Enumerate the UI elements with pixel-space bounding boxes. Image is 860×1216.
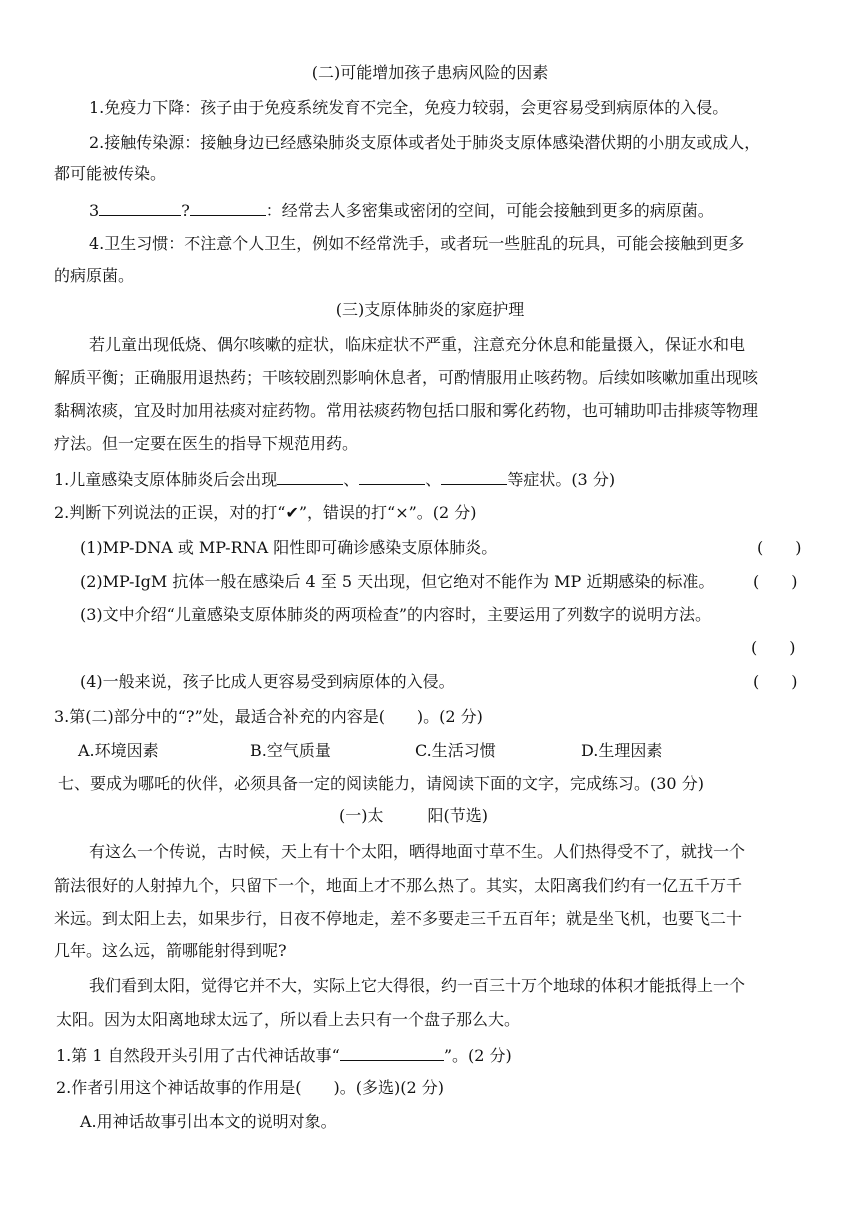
section-3-line-4: 疗法。但一定要在医生的指导下规范用药。 — [54, 434, 359, 453]
judge-item-1: (1)MP-DNA 或 MP-RNA 阳性即可确诊感染支原体肺炎。 — [80, 538, 498, 557]
question-mark: ? — [181, 201, 190, 220]
blank-line[interactable] — [190, 199, 266, 216]
question-1-stem: 1.儿童感染支原体肺炎后会出现 — [54, 470, 278, 489]
judge-paren-4[interactable]: ( ) — [753, 672, 798, 691]
judge-paren-3[interactable]: ( ) — [751, 638, 796, 657]
section-7-title: 七、要成为哪吒的伙伴，必须具备一定的阅读能力，请阅读下面的文字，完成练习。(30 分) — [58, 774, 704, 793]
section-3-title: (三)支原体肺炎的家庭护理 — [335, 300, 525, 319]
judge-item-3: (3)文中介绍“儿童感染支原体肺炎的两项检查”的内容时，主要运用了列数字的说明方法。 — [80, 605, 712, 624]
item-3-text: ：经常去人多密集或密闭的空间，可能会接触到更多的病原菌。 — [265, 201, 714, 220]
section-3-line-3: 黏稠浓痰，宜及时加用祛痰对症药物。常用祛痰药物包括口服和雾化药物，也可辅助叩击排痰等物理 — [54, 401, 759, 420]
section-2-item-2-cont: 都可能被传染。 — [54, 164, 167, 183]
judge-item-4: (4)一般来说，孩子比成人更容易受到病原体的入侵。 — [80, 672, 455, 691]
passage-question-1 — [56, 1044, 512, 1064]
passage-title-part-2: 阳(节选) — [427, 806, 488, 825]
question-2-stem: 2.判断下列说法的正误，对的打“✔”，错误的打“×”。(2 分) — [54, 503, 477, 522]
passage-title — [339, 806, 488, 826]
passage-line-5: 我们看到太阳，觉得它并不大，实际上它大得很，约一百三十万个地球的体积才能抵得上一个 — [89, 976, 746, 995]
passage-question-1-stem: 1.第 1 自然段开头引用了古代神话故事“ — [56, 1046, 340, 1065]
separator: 、 — [425, 470, 442, 489]
passage-question-1-suffix: ”。(2 分) — [443, 1046, 512, 1065]
answer-blank-2[interactable] — [359, 468, 425, 485]
section-3-line-2: 解质平衡；正确服用退热药；干咳较剧烈影响休息者，可酌情服用止咳药物。后续如咳嗽加重出现咳 — [54, 368, 759, 387]
passage-line-2: 箭法很好的人射掉九个，只留下一个，地面上才不那么热了。其实，太阳离我们约有一亿五千万千 — [54, 876, 743, 895]
passage-line-3: 米远。到太阳上去，如果步行，日夜不停地走，差不多要走三千五百年；就是坐飞机，也要飞二十 — [54, 909, 743, 928]
section-2-item-4: 4.卫生习惯：不注意个人卫生，例如不经常洗手，或者玩一些脏乱的玩具，可能会接触到更多 — [89, 234, 745, 253]
passage-question-2: 2.作者引用这个神话故事的作用是( )。(多选)(2 分) — [56, 1078, 444, 1097]
section-2-item-1: 1.免疫力下降：孩子由于免疫系统发育不完全，免疫力较弱，会更容易受到病原体的入侵。 — [89, 98, 729, 117]
passage-line-6: 太阳。因为太阳离地球太远了，所以看上去只有一个盘子那么大。 — [56, 1010, 521, 1029]
option-a[interactable]: A.环境因素 — [78, 741, 159, 760]
passage-question-2-option-a[interactable]: A.用神话故事引出本文的说明对象。 — [80, 1112, 337, 1131]
option-b[interactable]: B.空气质量 — [250, 741, 331, 760]
judge-paren-2[interactable]: ( ) — [753, 572, 798, 591]
passage-line-1: 有这么一个传说，古时候，天上有十个太阳，晒得地面寸草不生。人们热得受不了，就找一个 — [89, 842, 746, 861]
section-2-title: (二)可能增加孩子患病风险的因素 — [311, 63, 549, 82]
section-2-item-2: 2.接触传染源：接触身边已经感染肺炎支原体或者处于肺炎支原体感染潜伏期的小朋友或成人， — [89, 133, 761, 152]
section-3-line-1: 若儿童出现低烧、偶尔咳嗽的症状，临床症状不严重，注意充分休息和能量摄入，保证水和电 — [89, 335, 746, 354]
question-3-stem: 3.第(二)部分中的“?”处，最适合补充的内容是( )。(2 分) — [54, 707, 483, 726]
section-2-item-4-cont: 的病原菌。 — [54, 266, 135, 285]
item-3-number: 3 — [89, 201, 100, 220]
passage-title-part-1: (一)太 — [339, 806, 384, 825]
answer-blank-3[interactable] — [441, 468, 507, 485]
answer-blank-1[interactable] — [277, 468, 343, 485]
blank-line[interactable] — [99, 199, 181, 216]
separator: 、 — [343, 470, 360, 489]
question-1 — [54, 468, 615, 488]
judge-item-2: (2)MP-IgM 抗体一般在感染后 4 至 5 天出现，但它绝对不能作为 MP 近期感染的标准。 — [80, 572, 715, 591]
passage-line-4: 几年。这么远，箭哪能射得到呢? — [54, 941, 287, 960]
answer-blank[interactable] — [340, 1044, 444, 1061]
section-2-item-3 — [89, 199, 714, 219]
question-1-suffix: 等症状。(3 分) — [507, 470, 616, 489]
option-d[interactable]: D.生理因素 — [581, 741, 663, 760]
option-c[interactable]: C.生活习惯 — [415, 741, 496, 760]
judge-paren-1[interactable]: ( ) — [757, 538, 802, 557]
